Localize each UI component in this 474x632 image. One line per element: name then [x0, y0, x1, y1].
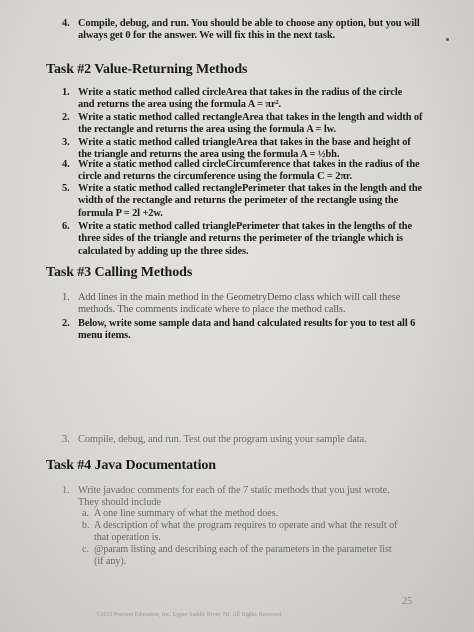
copyright-notice: ©2013 Pearson Education, Inc. Upper Saddle River, NJ. All Rights Reserved.	[96, 612, 283, 618]
task3-heading: Task #3 Calling Methods	[46, 265, 193, 280]
item-text: Write a static method called rectangleArea that takes in the length and width of the rectangle and returns the area using the formula A = lw.	[78, 112, 423, 136]
item-number: 6.	[62, 221, 70, 232]
subitem-letter: b.	[82, 520, 90, 531]
item-number: 5.	[62, 183, 70, 194]
item-number: 2.	[62, 318, 70, 329]
item-number: 3.	[62, 434, 70, 445]
page-number: 25	[402, 596, 412, 607]
item-number: 1.	[62, 292, 70, 303]
subitem-text: A description of what the program requires to operate and what the result of that operation is.	[94, 520, 398, 543]
item-text: Write javadoc comments for each of the 7 static methods that you just wrote. They should include	[78, 485, 390, 509]
subitem-letter: a.	[82, 508, 89, 519]
item-number: 1.	[62, 485, 70, 496]
subitem-text: @param listing and describing each of the parameters in the parameter list (if any).	[94, 544, 392, 567]
item-text: Compile, debug, and run. Test out the program using your sample data.	[78, 434, 367, 445]
speck	[446, 38, 449, 41]
subitem-text: A one line summary of what the method does.	[94, 508, 279, 519]
item-text: Write a static method called circleArea that takes in the radius of the circle and returns the area using the formula A = πr².	[78, 87, 403, 111]
item-number: 1.	[62, 87, 70, 98]
task4-heading: Task #4 Java Documentation	[46, 458, 216, 473]
item-text: Compile, debug, and run. You should be able to choose any option, but you will always get 0 for the answer. We will fix this in the next task.	[78, 18, 420, 42]
item-text: Write a static method called trianglePerimeter that takes in the lengths of the three sides of the triangle and returns the perimeter of the triangle which is calculated by adding up the three sides.	[78, 221, 412, 257]
subitem-letter: c.	[82, 544, 89, 555]
item-text: Write a static method called circleCircumference that takes in the radius of the circle and returns the circumference using the formula C = 2πr.	[78, 159, 420, 183]
item-text: Below, write some sample data and hand calculated results for you to test all 6 menu items.	[78, 318, 416, 342]
item-text: Write a static method called rectanglePerimeter that takes in the length and the width of the rectangle and returns the perimeter of the rectangle using the formula P = 2l +2w.	[78, 183, 423, 219]
item-number: 3.	[62, 137, 70, 148]
item-text: Add lines in the main method in the GeometryDemo class which will call these methods. The comments indicate where to place the method calls.	[78, 292, 401, 316]
item-text: Write a static method called triangleArea that takes in the base and height of the triangle and returns the area using the formula A = ½bh.	[78, 137, 411, 161]
item-number: 2.	[62, 112, 70, 123]
item-number: 4.	[62, 159, 70, 170]
task2-heading: Task #2 Value-Returning Methods	[46, 62, 248, 77]
item-number: 4.	[62, 18, 70, 29]
